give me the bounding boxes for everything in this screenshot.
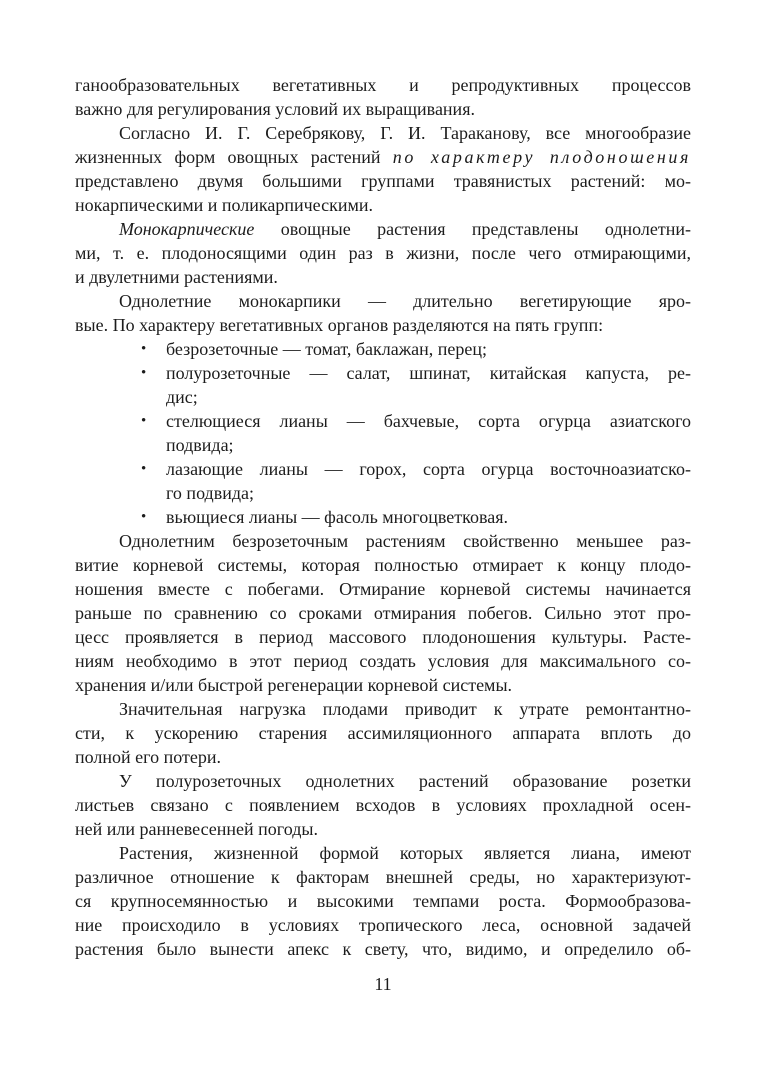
body-text: ношения вместе с побегами. Отмирание корневой системы начинается xyxy=(75,579,691,599)
body-text: Значительная нагрузка плодами приводит к утрате ремонтантно- xyxy=(119,699,691,719)
text-line xyxy=(75,625,691,649)
body-text: Согласно И. Г. Серебрякову, Г. И. Тараканову, все многообразие xyxy=(119,123,691,143)
text-line xyxy=(75,841,691,865)
text-line xyxy=(75,97,691,121)
text-line xyxy=(75,817,691,841)
body-text: раньше по сравнению со сроками отмирания побегов. Сильно этот про- xyxy=(75,603,691,623)
body-text: подвида; xyxy=(166,435,234,455)
text-line xyxy=(75,433,691,457)
body-text: цесс проявляется в период массового плодоношения культуры. Расте- xyxy=(75,627,691,647)
paragraph xyxy=(75,841,691,961)
body-text: жизненных форм овощных растений xyxy=(75,147,393,167)
body-text: витие корневой системы, которая полностью отмирает к концу плодо- xyxy=(75,555,691,575)
text-line xyxy=(75,337,691,361)
text-line xyxy=(75,529,691,553)
text-line xyxy=(75,193,691,217)
text-line xyxy=(75,361,691,385)
text-line xyxy=(75,913,691,937)
paragraph xyxy=(75,73,691,121)
text-line xyxy=(75,793,691,817)
page-number: 11 xyxy=(374,974,392,994)
text-line xyxy=(75,241,691,265)
body-text: Однолетним безрозеточным растениям свойственно меньшее раз- xyxy=(119,531,691,551)
body-text: стелющиеся лианы — бахчевые, сорта огурца азиатского xyxy=(166,411,691,431)
bullet-icon: • xyxy=(141,413,147,429)
text-line xyxy=(75,73,691,97)
text-line xyxy=(75,553,691,577)
paragraph xyxy=(75,529,691,697)
text-line xyxy=(75,481,691,505)
text-line xyxy=(75,601,691,625)
body-text: лазающие лианы — горох, сорта огурца восточноазиатско- xyxy=(166,459,691,479)
body-text: го подвида; xyxy=(166,483,254,503)
paragraph xyxy=(75,217,691,289)
body-text: дис; xyxy=(166,387,198,407)
page-text-block xyxy=(75,73,691,996)
text-line xyxy=(75,649,691,673)
text-line xyxy=(75,121,691,145)
bullet-icon: • xyxy=(141,509,147,525)
body-text: листьев связано с появлением всходов в условиях прохладной осен- xyxy=(75,795,691,815)
body-text: нокарпическими и поликарпическими. xyxy=(75,195,373,215)
body-text: хранения и/или быстрой регенерации корневой системы. xyxy=(75,675,513,695)
body-text: вые. По характеру вегетативных органов разделяются на пять групп: xyxy=(75,315,604,335)
paragraph xyxy=(75,289,691,337)
bullet-icon: • xyxy=(141,341,147,357)
emphasized-text: Монокарпические xyxy=(119,219,255,239)
body-text: овощные растения представлены однолетни- xyxy=(254,219,691,239)
body-text: представлено двумя большими группами травянистых растений: мо- xyxy=(75,171,691,191)
text-line xyxy=(75,217,691,241)
text-line xyxy=(75,409,691,433)
body-text: Растения, жизненной формой которых является лиана, имеют xyxy=(119,843,691,863)
body-text: ми, т. е. плодоносящими один раз в жизни, после чего отмирающими, xyxy=(75,243,691,263)
body-text: полурозеточные — салат, шпинат, китайская капуста, ре- xyxy=(166,363,691,383)
text-line xyxy=(75,169,691,193)
body-text: сти, к ускорению старения ассимиляционного аппарата вплоть до xyxy=(75,723,691,743)
text-line xyxy=(75,673,691,697)
body-text: ганообразовательных вегетативных и репродуктивных процессов xyxy=(75,75,691,95)
text-line xyxy=(75,577,691,601)
body-text: полной его потери. xyxy=(75,747,221,767)
bullet-icon: • xyxy=(141,461,147,477)
body-text: важно для регулирования условий их выращивания. xyxy=(75,99,475,119)
bullet-icon: • xyxy=(141,365,147,381)
text-line xyxy=(75,145,691,169)
text-line xyxy=(75,721,691,745)
body-text: ся крупносемянностью и высокими темпами роста. Формообразова- xyxy=(75,891,691,911)
text-line xyxy=(75,865,691,889)
emphasized-text: по характеру плодоношения xyxy=(392,147,691,167)
bullet-list xyxy=(75,337,691,529)
body-text: и двулетними растениями. xyxy=(75,267,278,287)
text-line xyxy=(75,289,691,313)
body-text: растения было вынести апекс к свету, что, видимо, и определило об- xyxy=(75,939,691,959)
text-line xyxy=(75,889,691,913)
text-line xyxy=(75,769,691,793)
body-text: ней или ранневесенней погоды. xyxy=(75,819,318,839)
paragraph xyxy=(75,697,691,769)
text-line xyxy=(75,697,691,721)
text-line xyxy=(75,745,691,769)
body-text: У полурозеточных однолетних растений образование розетки xyxy=(119,771,691,791)
text-line xyxy=(75,937,691,961)
body-text: ние происходило в условиях тропического леса, основной задачей xyxy=(75,915,691,935)
text-line xyxy=(75,457,691,481)
body-text: безрозеточные — томат, баклажан, перец; xyxy=(166,339,488,359)
text-line xyxy=(75,505,691,529)
paragraph xyxy=(75,769,691,841)
body-text: ниям необходимо в этот период создать условия для максимального со- xyxy=(75,651,691,671)
body-text: различное отношение к факторам внешней среды, но характеризуют- xyxy=(75,867,691,887)
paragraph xyxy=(75,121,691,217)
text-line xyxy=(75,313,691,337)
text-line xyxy=(75,265,691,289)
body-text: вьющиеся лианы — фасоль многоцветковая. xyxy=(166,507,508,527)
text-line xyxy=(75,385,691,409)
body-text: Однолетние монокарпики — длительно вегетирующие яро- xyxy=(119,291,691,311)
